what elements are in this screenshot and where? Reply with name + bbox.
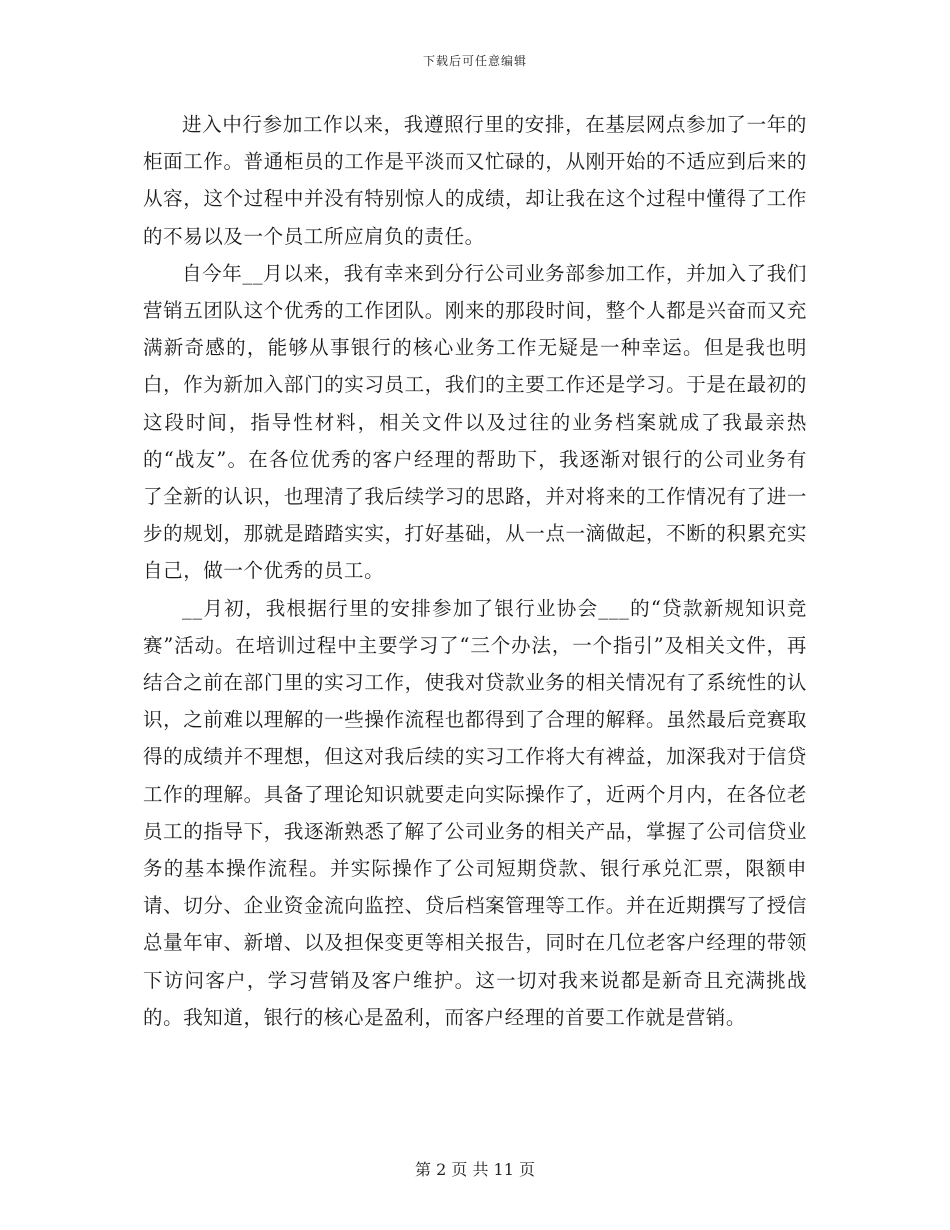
document-body — [143, 106, 807, 1156]
paragraph-1: 进入中行参加工作以来，我遵照行里的安排，在基层网点参加了一年的柜面工作。普通柜员的工作是平淡而又忙碌的，从刚开始的不适应到后来的从容，这个过程中并没有特别惊人的成绩，却让我在这个过程中懂得了工作的不易以及一个员工所应肩负的责任。 — [143, 113, 807, 248]
page-number: 第 2 页 共 11 页 — [415, 1160, 535, 1179]
paragraph-3: __月初，我根据行里的安排参加了银行业协会___的“贷款新规知识竞赛”活动。在培训过程中主要学习了“三个办法，一个指引”及相关文件，再结合之前在部门里的实习工作，使我对贷款业务的相关情况有了系统性的认识，之前难以理解的一些操作流程也都得到了合理的解释。虽然最后竞赛取得的成绩并不理想，但这对我后续的实习工作将大有裨益，加深我对于信贷工作的理解。具备了理论知识就要走向实际操作了，近两个月内，在各位老员工的指导下，我逐渐熟悉了解了公司业务的相关产品，掌握了公司信贷业务的基本操作流程。并实际操作了公司短期贷款、银行承兑汇票，限额申请、切分、企业资金流向监控、贷后档案管理等工作。并在近期撰写了授信总量年审、新增、以及担保变更等相关报告，同时在几位老客户经理的带领下访问客户，学习营销及客户维护。这一切对我来说都是新奇且充满挑战的。我知道，银行的核心是盈利，而客户经理的首要工作就是营销。 — [143, 596, 807, 1029]
paragraph-2: 自今年__月以来，我有幸来到分行公司业务部参加工作，并加入了我们营销五团队这个优秀的工作团队。刚来的那段时间，整个人都是兴奋而又充满新奇感的，能够从事银行的核心业务工作无疑是一种幸运。但是我也明白，作为新加入部门的实习员工，我们的主要工作还是学习。于是在最初的这段时间，指导性材料，相关文件以及过往的业务档案就成了我最亲热的“战友”。在各位优秀的客户经理的帮助下，我逐渐对银行的公司业务有了全新的认识，也理清了我后续学习的思路，并对将来的工作情况有了进一步的规划，那就是踏踏实实，打好基础，从一点一滴做起，不断的积累充实自己，做一个优秀的员工。 — [143, 261, 807, 583]
page-header-note: 下载后可任意编辑 — [422, 54, 527, 68]
